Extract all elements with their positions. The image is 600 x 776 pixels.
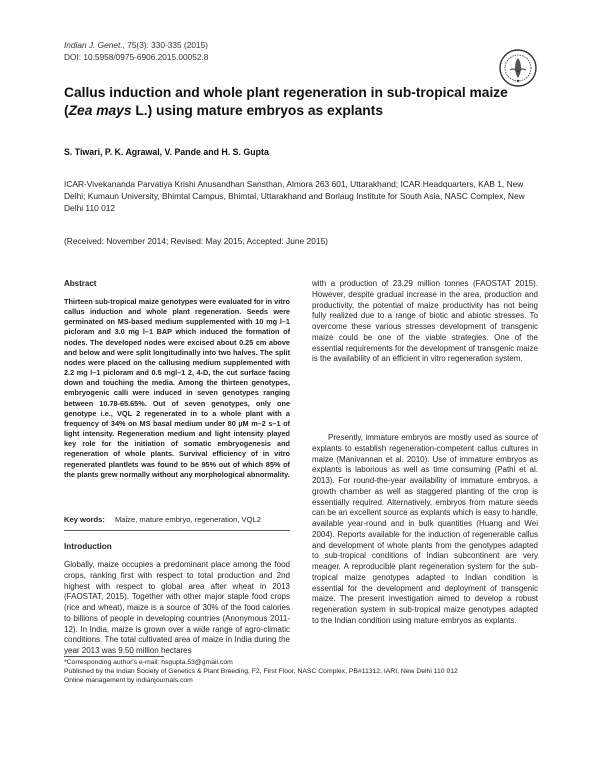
introduction-text-left: Globally, maize occupies a predominant place among the food crops, ranking first with respect to total production and 2nd highest with respect to global area after wheat in 2013 (FAOSTAT, 2015). Together with other major staple food crops (rice and wheat), maize is a source of 30% of the food calories to billions of people in developing countries (Anonymous 2011-12). In India, maize is grown over a wide range of agro-climatic conditions. The total cultivated area of maize in India during the year 2013 was 9.50 million hectares [64,560,290,655]
paper-title [64,84,534,119]
publisher-note: Published by the Indian Society of Genetics & Plant Breeding, F2, First Floor, NASC Complex, PB#11312, IARI, New Delhi 110 012 [64,667,458,675]
title-line-2-rest: L.) using mature embryos as explants [131,102,383,118]
footnote-divider [64,656,164,657]
introduction-text-right-1: with a production of 23.29 million tonnes (FAOSTAT 2015). However, despite gradual increase in the area, production and productivity, the potential of maize productivity has not being fully realized due to a range of biotic and abiotic stresses. To overcome these various stresses development of transgenic maize could be one of the viable strategies. One of the essential requirements for the development of transgenic maize is the availability of an efficient in vitro regeneration system. [312,279,538,364]
keywords-label: Key words: [64,515,105,524]
title-line-1: Callus induction and whole plant regeneration in sub-tropical maize [64,85,508,100]
doi: DOI: 10.5958/0975-6906.2015.00052.8 [64,51,209,62]
abstract-heading: Abstract [64,279,97,288]
society-emblem-icon [498,48,538,88]
authors: S. Tiwari, P. K. Agrawal, V. Pande and H. S. Gupta [64,147,269,157]
introduction-heading: Introduction [64,542,112,551]
journal-name: Indian J. Genet., [64,40,125,50]
keywords-list: Maize, mature embryo, regeneration, VQL2 [114,515,261,524]
online-management: Online management by indianjournals.com [64,676,193,684]
abstract-text: Thirteen sub-tropical maize genotypes were evaluated for in vitro callus induction and whole plant regeneration. Seeds were germinated on MS-based medium supplemented with 10 mg l–1 picloram and 3.0 mg l–1 BAP which induced the formation of nodes. The developed nodes were excised about 0.25 cm above and below and were split longitudinally into two halves. The split nodes were placed on the callusing medium supplemented with 2.2 mg l–1 picloram and 0.5 mgl–1 2, 4-D, the cut surface facing down and touching the media. Among the thirteen genotypes, embryogenic calli were induced in seven genotypes ranging between 10.78-65.65%. Out of seven genotypes, only one genotype i.e., VQL 2 regenerated in to a whole plant with a frequency of 34% on MS basal medium under 80 µM m–2 s–1 of light intensity. Regeneration medium and light intensity played key role for the initiation of somatic embryogenesis and regeneration of whole plants. Survival efficiency of in vitro regenerated plantlets was found to be 95% out of which 85% of the plants grew normally without any morphological abnormality. [64,297,290,479]
title-line-2: (Zea mays L.) using mature embryos as explants [64,102,383,118]
journal-citation [64,40,208,63]
section-divider [64,530,290,531]
corresponding-author: *Corresponding author's e-mail: hsgupta.53@gmail.com [64,659,233,666]
keywords [64,515,290,524]
received-dates: (Received: November 2014; Revised: May 2015; Accepted: June 2015) [64,236,328,246]
volume-pages: 75(3): 330-335 (2015) [127,40,208,50]
introduction-text-right-2: Presently, immature embryos are mostly used as source of explants to establish regeneration-competent callus cultures in maize (Manivannan et al. 2010). Use of immature embryos as explants is laborious as well as time consuming (Pathi et al. 2013). For round-the-year availability of immature embryos, a growth chamber as well as staggered planting of the crop is essentially required. Alternatively, embryos from mature seeds can be an excellent source as explants which is easy to handle, available year-round and in bulk quantities (Huang and Wei 2004). Reports available for the induction of regenerable callus and development of whole plants from the genotypes adapted to sub-tropical conditions of Indian subcontinent are very meager. A reproducible plant regeneration system for the sub-tropical maize genotypes adapted to Indian condition is essential for the development and deployment of transgenic maize. The present investigation aimed to develop a robust regeneration system in sub-tropical maize genotypes adapted to the Indian condition using mature embryos as explants. [312,433,538,625]
affiliations: ICAR-Vivekananda Parvatiya Krishi Anusandhan Sansthan, Almora 263 601, Uttarakhand; ICAR Headquarters, KAB 1, New Delhi; Kumaun University, Bhimtal Campus, Bhimtal, Uttarakhand and Borlaug Institute for South Asia, NASC Complex, New Delhi 110 012 [64,179,525,213]
footnotes [64,659,544,685]
species-name: Zea mays [68,102,132,118]
